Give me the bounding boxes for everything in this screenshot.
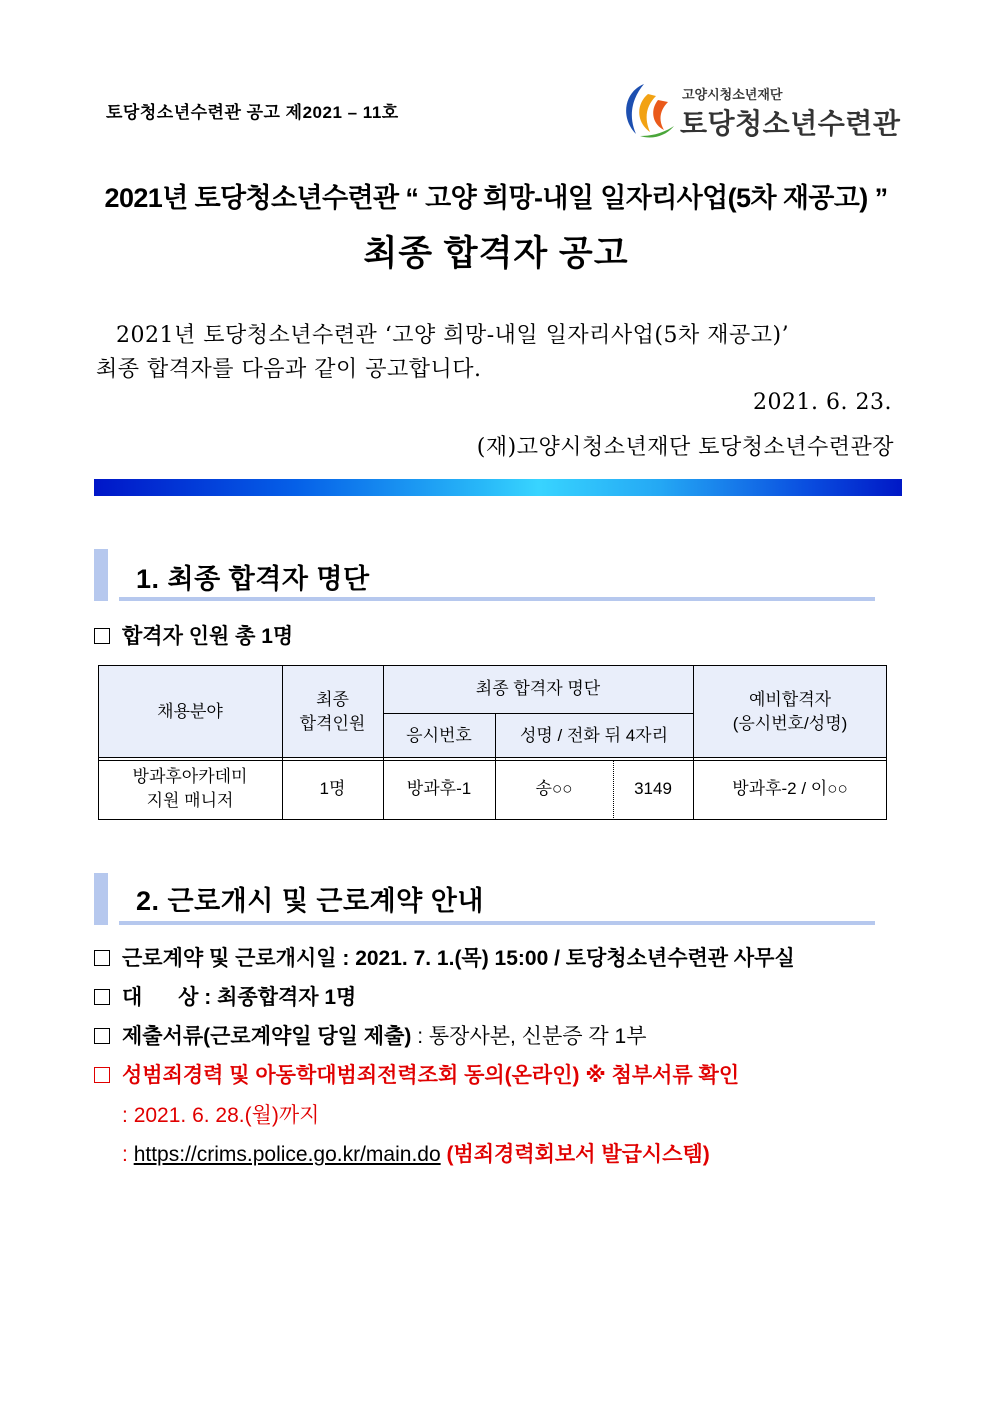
table-border — [98, 757, 887, 758]
intro-line-1: 2021년 토당청소년수련관 ‘고양 희망-내일 일자리사업(5차 재공고)’ — [116, 323, 790, 348]
header-field: 채용분야 — [98, 665, 282, 758]
table-border — [383, 713, 693, 714]
table-border — [495, 713, 496, 820]
total-passed-text: 합격자 인원 총 1명 — [122, 625, 294, 648]
checkbox-icon — [94, 1067, 110, 1083]
docs-value: : 통장사본, 신분증 각 1부 — [417, 1025, 647, 1048]
link-note: (범죄경력회보서 발급시스템) — [446, 1143, 710, 1166]
notice-number: 토당청소년수련관 공고 제2021 – 11호 — [106, 103, 399, 122]
section-2-title: 2. 근로개시 및 근로계약 안내 — [136, 886, 484, 916]
deadline-text: 2021. 6. 28.(월)까지 — [133, 1104, 320, 1127]
table-border — [383, 665, 384, 820]
table-row — [98, 758, 282, 820]
checkbox-icon — [94, 1028, 110, 1044]
target-item — [94, 981, 356, 1011]
logo-name: 토당청소년수련관 — [680, 108, 901, 139]
issuer: (재)고양시청소년재단 토당청소년수련관장 — [476, 435, 894, 460]
docs-item — [94, 1020, 646, 1050]
work-date-text: 근로계약 및 근로개시일 : 2021. 7. 1.(목) 15:00 / 토당청소년수련관 사무실 — [122, 947, 795, 970]
logo-subtitle: 고양시청소년재단 — [682, 87, 783, 102]
header-count-line2: 합격인원 — [299, 713, 366, 733]
work-date-item — [94, 942, 795, 972]
announcement-date: 2021. 6. 23. — [753, 390, 892, 415]
header-reserve-line1: 예비합격자 — [748, 689, 832, 709]
crims-link[interactable]: https://crims.police.go.kr/main.do — [133, 1143, 441, 1166]
docs-label: 제출서류(근로계약일 당일 제출) — [122, 1025, 412, 1048]
row-phone: 3149 — [634, 779, 672, 798]
header-name-phone: 성명 / 전화 뒤 4자리 — [495, 713, 693, 758]
table-border — [98, 760, 887, 761]
row-reserve: 방과후-2 / 이○○ — [732, 779, 848, 798]
flame-logo-icon — [626, 84, 674, 138]
checkbox-icon — [94, 950, 110, 966]
link-prefix: : — [122, 1143, 128, 1166]
header-reserve — [693, 665, 887, 758]
header-exam-no: 응시번호 — [383, 713, 495, 758]
table-border — [98, 819, 887, 820]
table-border — [98, 665, 99, 820]
consent-item — [94, 1059, 739, 1089]
section-underline — [119, 597, 875, 601]
section-marker — [94, 549, 108, 601]
total-passed — [94, 620, 293, 650]
header-count-line1: 최종 — [316, 689, 349, 709]
announcement-subtitle: 최종 합격자 공고 — [363, 234, 629, 273]
section-underline — [119, 921, 875, 925]
section-1-title: 1. 최종 합격자 명단 — [136, 564, 370, 594]
table-border — [282, 665, 283, 820]
section-marker — [94, 873, 108, 925]
table-border — [98, 665, 887, 666]
row-name: 송○○ — [535, 779, 573, 798]
table-border — [613, 760, 615, 820]
row-exam-no: 방과후-1 — [406, 779, 472, 798]
table-border — [886, 665, 887, 820]
announcement-title: 2021년 토당청소년수련관 “ 고양 희망-내일 일자리사업(5차 재공고) ” — [104, 183, 888, 213]
row-count: 1명 — [319, 779, 346, 798]
header-count — [282, 665, 383, 758]
row-field-line1: 방과후아카데미 — [132, 767, 248, 786]
intro-line-2: 최종 합격자를 다음과 같이 공고합니다. — [96, 357, 482, 382]
row-field-line2: 지원 매니저 — [146, 791, 234, 810]
header-list: 최종 합격자 명단 — [383, 665, 693, 713]
result-table — [98, 665, 887, 820]
checkbox-icon — [94, 628, 110, 644]
checkbox-icon — [94, 989, 110, 1005]
consent-text: 성범죄경력 및 아동학대범죄전력조회 동의(온라인) ※ 첨부서류 확인 — [122, 1064, 740, 1087]
deadline-prefix: : — [122, 1104, 128, 1127]
target-value: : 최종합격자 1명 — [204, 986, 357, 1009]
header-reserve-line2: (응시번호/성명) — [732, 713, 848, 733]
target-label: 대 상 — [122, 986, 199, 1009]
link-item — [122, 1138, 710, 1168]
table-border — [693, 665, 694, 820]
gradient-divider — [94, 479, 902, 496]
deadline-item — [122, 1099, 319, 1129]
